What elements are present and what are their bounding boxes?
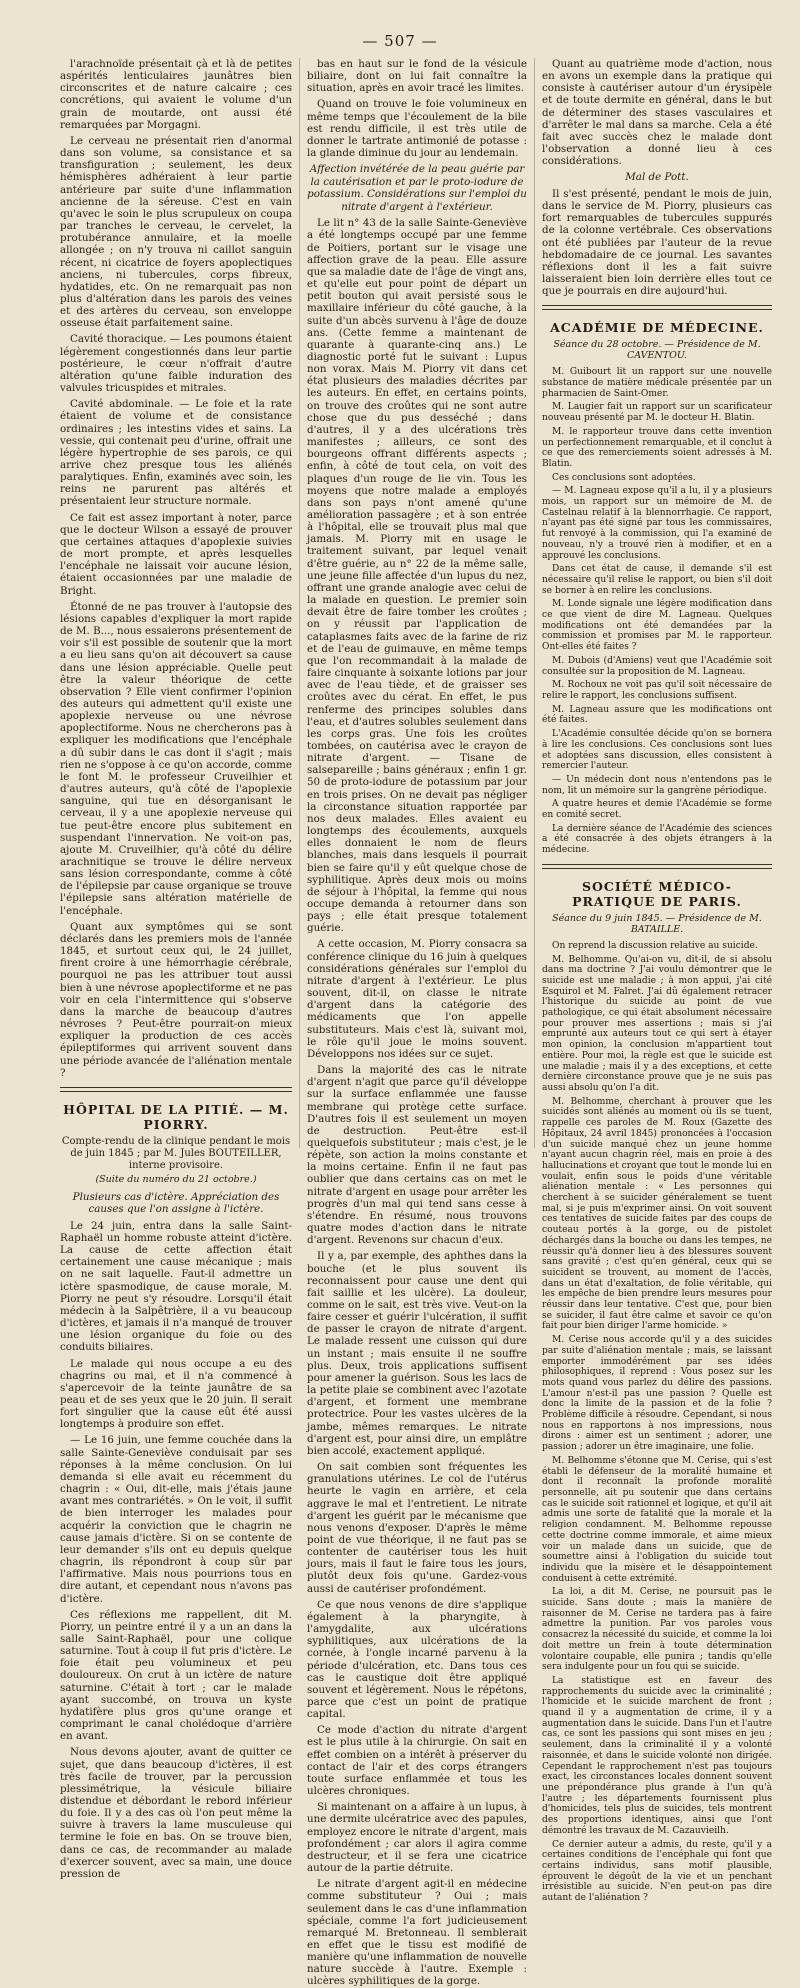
paragraph: Ce que nous venons de dire s'applique également à la pharyngite, à l'amygdalite, aux ulcérations syphilitiques, aux ulcérations de la cornée, à l'ongle incarné parvenu à la période d'ulcération, etc. Dans tous ces cas le caustique doit être appliqué souvent et légèrement. Nous le répétons, parce que c'est un point de pratique capital. — [307, 1598, 527, 1721]
paragraph: M. Belhomme s'étonne que M. Cerise, qui s'est établi le défenseur de la moralité humaine et dont il reconnaît la profonde moralité personnelle, ait pu soutenir que dans certains cas le suicide soit rationnel et logique, et qu'il ait admis une sorte de fatalité que la morale et la religion condamnent. M. Belhomme repousse cette doctrine comme immorale, et aime mieux voir un malade dans un suicide, que de soumettre ainsi à l'obligation du suicide tout individu que la misère et le désappointement conduisent à cette extrémité. — [542, 1455, 772, 1584]
paragraph: Dans la majorité des cas le nitrate d'argent n'agit que parce qu'il développe sur la surface enflammée une fausse membrane qui protège cette surface. D'autres fois il est seulement un moyen de destruction. Peut-être est-il quelquefois substituteur ; mais c'est, je le répète, son action la moins constante et la moins certaine. Enfin il ne faut pas oublier que dans certains cas on met le nitrate d'argent en usage pour arrêter les progrès d'un mal qui tend sans cesse à s'étendre. En résumé, nous trouvons quatre modes d'action dans le nitrate d'argent. Revenons sur chacun d'eux. — [307, 1064, 527, 1247]
paragraph: Ce mode d'action du nitrate d'argent est le plus utile à la chirurgie. On sait en effet combien on a intérêt à préserver du contact de l'air et des corps étrangers toute surface enflammée et tous les ulcères chroniques. — [307, 1724, 527, 1798]
section-note: (Suite du numéro du 21 octobre.) — [95, 1173, 257, 1185]
section-title-academie: ACADÉMIE DE MÉDECINE. — [550, 320, 764, 336]
paragraph: — Un médecin dont nous n'entendons pas le nom, lit un mémoire sur la gangrène périodique. — [542, 774, 772, 796]
paragraph: La loi, a dit M. Cerise, ne poursuit pas le suicide. Sans doute ; mais la manière de raisonner de M. Cerise ne tardera pas à faire admettre la punition. Par vos paroles vous consacrez la nécessité du suicide, et comme la loi doit mettre un frein à toute détermination volontaire coupable, elle punira ; tandis qu'elle sera indulgente pour un fou qui se suicide. — [542, 1587, 772, 1673]
section-title-societe: SOCIÉTÉ MÉDICO-PRATIQUE DE PARIS. — [572, 878, 742, 909]
paragraph: On sait combien sont fréquentes les granulations utérines. Le col de l'utérus heurte le vagin en arrière, et cela aggrave le mal et l'entretient. Le nitrate d'argent les guérit par le mécanisme que nous venons d'exposer. D'après le même point de vue théorique, il ne faut pas se contenter de cautériser tous les huit jours, mais il faut le faire tous les jours, plutôt deux fois qu'une. Gardez-vous aussi de cautériser profondément. — [307, 1461, 527, 1595]
column-1-case-paragraphs — [60, 1220, 292, 1880]
column-divider — [299, 58, 300, 1148]
column-divider — [534, 58, 535, 1148]
paragraph: L'Académie consultée décide qu'on se bornera à lire les conclusions. Ces conclusions sont lues et adoptées sans discussion, elles consistent à remercier l'auteur. — [542, 729, 772, 772]
paragraph: M. Rochoux ne voit pas qu'il soit nécessaire de relire le rapport, les conclusions suffisent. — [542, 680, 772, 701]
paragraph: Quant au quatrième mode d'action, nous en avons un exemple dans la pratique qui consiste à cautériser autour d'un érysipèle et de toute dermite en général, dans le but de déterminer des stases vasculaires et d'arrêter le mal dans sa marche. Cela a été fait avec succès chez le malade dont l'observation a donné lieu à ces considérations. — [542, 58, 772, 168]
paragraph: Si maintenant on a affaire à un lupus, à une dermite ulcératrice avec des papules, employez encore le nitrate d'argent, mais profondément ; car alors il agira comme destructeur, et il se fera une cicatrice autour de la partie détruite. — [307, 1801, 527, 1875]
column-3 — [542, 58, 772, 1904]
paragraph: Nous devons ajouter, avant de quitter ce sujet, que dans beaucoup d'ictères, il est très facile de trouver, par la percussion plessimétrique, la vésicule biliaire distendue et débordant le rebord inférieur du foie. Il y a des cas où l'on peut même la suivre à travers la lame musculeuse qui termine le foie en bas. On se trouve bien, dans ce cas, de recommander au malade d'exercer souvent, avec sa main, une douce pression de — [60, 1746, 292, 1880]
society-paragraphs — [542, 941, 772, 1904]
paragraph: Étonné de ne pas trouver à l'autopsie des lésions capables d'expliquer la mort rapide de M. B..., nous essaierons présentement de voir s'il est possible de soutenir que la mort a eu lieu sans qu'on ait découvert sa cause dans une lésion appréciable. Quelle peut être la valeur théorique de cette observation ? Elle vient confirmer l'opinion des auteurs qui admettent qu'il existe une apoplexie nerveuse ou une névrose apoplectiforme. Nous ne chercherons pas à expliquer les modifications que l'encéphale a dû subir dans le cas dont il s'agit ; mais rien ne s'oppose à ce qu'on accorde, comme le font M. le professeur Cruveilhier et d'autres auteurs, qu'à côté de l'apoplexie sanguine, qui tue en désorganisant le cerveau, il y a une apoplexie nerveuse qui tue peut-être encore plus subitement en suspendant l'innervation. Ne voit-on pas, ajoute M. Cruveilhier, qu'à côté du délire arachnitique se trouve le délire nerveux sans lésion correspondante, comme à côté de l'épilepsie par cause organique se trouve l'épilepsie sans altération matérielle de l'encéphale. — [60, 600, 292, 917]
column-1-paragraphs — [60, 58, 292, 1079]
column-2-paragraphs — [307, 217, 527, 1987]
column-2-top-paragraphs — [307, 58, 527, 159]
paragraph: A cette occasion, M. Piorry consacra sa conférence clinique du 16 juin à quelques considérations générales sur l'emploi du nitrate d'argent à l'extérieur. Le plus souvent, dit-il, on classe le nitrate d'argent dans la catégorie des médicaments que l'on appelle substituteurs. Mais c'est là, suivant moi, le rôle qu'il joue le moins souvent. Développons nos idées sur ce sujet. — [307, 938, 527, 1060]
academy-session: Séance du 28 octobre. — Présidence de M. CAVENTOU. — [553, 339, 761, 362]
paragraph: Ces conclusions sont adoptées. — [552, 472, 696, 483]
paragraph: Il s'est présenté, pendant le mois de juin, dans le service de M. Piorry, plusieurs cas fort remarquables de tubercules suppurés de la colonne vertébrale. Ces observations ont été publiées par l'auteur de la revue hebdomadaire de ce journal. Les savantes réflexions dont il les a fait suivre laisseraient bien loin derrière elles tout ce que je pourrais en dire aujourd'hui. — [542, 187, 772, 298]
paragraph: Il y a, par exemple, des aphthes dans la bouche (et le plus souvent ils reconnaissent pour cause une dent qui fait saillie et les ulcère). La douleur, comme on le sait, est très vive. Veut-on la faire cesser et guérir l'ulcération, il suffit de passer le crayon de nitrate d'argent. Le malade ressent une cuisson qui dure un instant ; mais ensuite il ne souffre plus. Deux, trois applications suffisent pour amener la guérison. Sous les lacs de la petite plaie se combinent avec l'azotate d'argent, et forment une membrane protectrice. Pour les vastes ulcères de la jambe, mêmes remarques. Le nitrate d'argent est, pour ainsi dire, un emplâtre bien accolé, exactement appliqué. — [307, 1250, 527, 1457]
paragraph: — M. Lagneau expose qu'il a lu, il y a plusieurs mois, un rapport sur un mémoire de M. de Castelnau relatif à la blennorrhagie. Ce rapport, n'ayant pas été signé par tous les commissaires, fut renvoyé à la commission, qui l'a examiné de nouveau, n'y a trouvé rien à modifier, et en a approuvé les conclusions. — [542, 486, 772, 561]
section-subtitle: Compte-rendu de la clinique pendant le mois de juin 1845 ; par M. Jules BOUTEILLER, interne provisoire. — [61, 1135, 291, 1171]
section-title-pitie: HÔPITAL DE LA PITIÉ. — M. PIORRY. — [63, 1101, 289, 1132]
paragraph: Cavité thoracique. — Les poumons étaient légèrement congestionnés dans leur partie postérieure, le cœur n'offrait d'autre altération qu'une faible induration des valvules tricuspides et mitrales. — [60, 333, 292, 395]
paragraph: Le cerveau ne présentait rien d'anormal dans son volume, sa consistance et sa transfiguration ; seulement, les deux hémisphères adhéraient à leur partie antérieure par suite d'une inflammation ancienne de la séreuse. C'est en vain qu'avec le soin le plus scrupuleux on coupa par tranches le cerveau, le cervelet, la protubérance annulaire, et la moelle allongée ; on n'y trouva ni caillot sanguin récent, ni cicatrice de foyers apoplectiques anciens, ni tubercules, corps fibreux, hydatides, etc. On ne remarquait pas non plus d'altération dans les parois des veines et des artères du cerveau, son enveloppe osseuse était parfaitement saine. — [60, 134, 292, 330]
paragraph: bas en haut sur le fond de la vésicule biliaire, dont on lui fait connaître la situation, après en avoir tracé les limites. — [307, 58, 527, 95]
paragraph: Le 24 juin, entra dans la salle Saint-Raphaël un homme robuste atteint d'ictère. La cause de cette affection était certainement une cause mécanique ; mais on ne sait laquelle. Faut-il admettre un ictère spasmodique, de cause morale, M. Piorry ne peut s'y résoudre. Lorsqu'il était médecin à la Salpêtrière, il a vu beaucoup d'ictères, et jamais il n'a manqué de trouver une lésion organique du foie ou des conduits biliaires. — [60, 1219, 292, 1354]
paragraph: Ce fait est assez important à noter, parce que le docteur Wilson a essayé de prouver que certaines attaques d'apoplexie suivies de mort prompte, et après lesquelles l'encéphale ne laissait voir aucune lésion, étaient occasionnées par une maladie de Bright. — [60, 511, 292, 597]
page-number: — 507 — — [362, 32, 438, 50]
paragraph: M. Dubois (d'Amiens) veut que l'Académie soit consultée sur la proposition de M. Lagneau. — [542, 655, 772, 677]
paragraph: M. Guibourt lit un rapport sur une nouvelle substance de matière médicale présentée par un pharmacien de Saint-Omer. — [542, 367, 772, 399]
paragraph: On reprend la discussion relative au suicide. — [552, 940, 758, 951]
paragraph: Ces réflexions me rappellent, dit M. Piorry, un peintre entré il y a un an dans la salle Saint-Raphaël, pour une colique saturnine. Tout à coup il fut pris d'ictère. Le foie était peu volumineux et peu douloureux. On crut à un ictère de nature saturnine. C'était à tort ; car le malade ayant succombé, on trouva un kyste hydatifère plus gros qu'une orange et comprimant le canal cholédoque d'arrière en avant. — [60, 1608, 292, 1743]
society-session: Séance du 9 juin 1845. — Présidence de M. BATAILLE. — [552, 912, 762, 935]
paragraph: Le malade qui nous occupe a eu des chagrins ou mai, et il n'a commencé à s'apercevoir de la teinte jaunâtre de sa peau et de ses yeux que le 20 juin. Il serait fort singulier que la cause eût été aussi longtemps à produire son effet. — [60, 1357, 292, 1431]
paragraph: La dernière séance de l'Académie des sciences a été consacrée à des objets étrangers à la médecine. — [542, 823, 772, 856]
column-3-mid-paragraphs — [542, 188, 772, 297]
paragraph: Le lit n° 43 de la salle Sainte-Geneviève a été longtemps occupé par une femme de Poitiers, portant sur le visage une affection grave de la peau. Elle assure que sa maladie date de l'âge de vingt ans, et qu'elle eut pour point de départ un petit bouton qui avait persisté sous le maxillaire inférieur du côté gauche, à la suite d'un abcès survenu à l'âge de douze ans. (Cette femme a maintenant de quarante à quarante-cinq ans.) Le diagnostic porté fut le suivant : Lupus non vorax. Mais M. Piorry vit dans cet état plusieurs des maladies décrites par les auteurs. En effet, en certains points, on trouve des croûtes qui ne sont autre chose que du pus desséché ; dans d'autres, il y a des ulcérations très manifestes ; ailleurs, ce sont des bourgeons offrant différents aspects ; enfin, à côté de tout cela, on voit des plaques d'un rouge de lie vin. Tous les moyens que notre malade a employés dans son pays n'ont amené qu'une amélioration passagère ; et à son entrée à l'hôpital, elle se trouvait plus mal que jamais. M. Piorry mit en usage le traitement suivant, par lequel venait d'être guérie, au n° 22 de la même salle, une jeune fille affectée d'un lupus du nez, offrant une grande analogie avec celui de la malade en question. Le premier soin devait être de faire tomber les croûtes ; on y réussit par l'application de cataplasmes faits avec de la farine de riz et de l'eau de guimauve, en même temps que l'on recommandait à la malade de faire cinquante à soixante lotions par jour avec de l'eau tiède, et de graisser ses croûtes avec du cérat. En effet, le pus renferme des principes solubles dans l'eau, et d'autres solubles seulement dans les corps gras. Une fois les croûtes tombées, on cautérisa avec le crayon de nitrate d'argent. — Tisane de salsepareille ; bains généraux ; enfin 1 gr. 50 de proto-iodure de potassium par jour en trois prises. On ne devait pas négliger la circonstance situation rapportée par nos deux malades. Elles avaient eu longtemps des écoulements, auxquels elles donnaient le nom de fleurs blanches, mais dans lesquels il pourrait bien se faire qu'il y eût quelque chose de syphilitique. Après deux mois ou moins de séjour à l'hôpital, la femme qui nous occupe demanda à retourner dans son pays ; elle était presque totalement guérie. — [307, 217, 527, 935]
paragraph: M. Cerise nous accorde qu'il y a des suicides par suite d'aliénation mentale ; mais, se laissant emporter immodérément par ses idées philosophiques, il reprend : Vous posez sur les mots quand vous parlez du délire des passions. L'amour n'est-il pas une passion ? Quelle est donc la limite de la passion et de la folie ? Problème difficile à résoudre. Cependant, si nous nous en rapportons à nos impressions, nous dirons : aimer est un sentiment ; adorer, une passion ; adorer un être imaginaire, une folie. — [542, 1335, 772, 1453]
paragraph: La statistique est en faveur des rapprochements du suicide avec la criminalité ; l'homicide et le suicide marchent de front ; quand il y a augmentation de crime, il y a augmentation dans le suicide. Dans l'un et l'autre cas, ce sont les passions qui sont mises en jeu ; seulement, dans la criminalité il y a volonté raisonnée, et dans le suicide volonté non dirigée. Cependant le rapprochement n'est pas toujours exact, les circonstances locales donnent souvent une prépondérance plus grande à l'un qu'à l'autre ; les départements fournissent plus d'homicides, tels plus de suicides, tels montrent des proportions identiques, ainsi que l'ont démontré les travaux de M. Cazauvieilh. — [542, 1675, 772, 1836]
paragraph: M. Londe signale une légère modification dans ce que vient de dire M. Lagneau. Quelques modifications ont été demandées par la commission et promises par M. le rapporteur. Ont-elles été faites ? — [542, 599, 772, 653]
paragraph: l'arachnoïde présentait çà et là de petites aspérités lenticulaires jaunâtres bien circonscrites et de nature calcaire ; ces concrétions, qui avaient le volume d'un grain de moutarde, ont aussi été remarquées par Morgagni. — [60, 58, 292, 131]
paragraph: Ce dernier auteur a admis, du reste, qu'il y a certaines conditions de l'encéphale qui font que certains individus, sans motif plausible, éprouvent le dégoût de la vie et un penchant irrésistible au suicide. N'en peut-on pas dire autant de l'aliénation ? — [542, 1839, 772, 1904]
paragraph: M. Belhomme. Qu'ai-on vu, dit-il, de si absolu dans ma doctrine ? J'ai voulu démontrer que le suicide est une maladie ; à mon appui, j'ai cité Esquirol et M. Falret. J'ai dû également retracer l'historique du suicide au point de vue pathologique, ce qui était absolument nécessaire pour prouver mes assertions ; mais si j'ai emprunté aux auteurs tout ce qui sert à étayer mon opinion, la conclusion m'appartient tout entière. Pour moi, la règle est que le suicide est une maladie ; mais il y a des exceptions, et cette dernière circonstance prouve que je ne suis pas aussi absolu qu'on l'a dit. — [542, 954, 772, 1093]
case-title-peau: Affection invétérée de la peau guérie par la cautérisation et par le proto-iodure de potassium. Considérations sur l'emploi du nitrate d'argent à l'extérieur. — [307, 163, 527, 213]
case-title-pott: Mal de Pott. — [625, 171, 689, 184]
column-2 — [307, 58, 527, 1988]
paragraph: Quant aux symptômes qui se sont déclarés dans les premiers mois de l'année 1845, et surtout ceux qui, le 24 juillet, firent croire à une hémorrhagie cérébrale, pourquoi ne pas les attribuer tout aussi bien à une névrose apoplectiforme et ne pas voir en cela l'intermittence qui s'observe dans la marche de beaucoup d'autres névroses ? Peut-être pourrait-on mieux expliquer la production de ces accès épileptiformes qui arrivent souvent dans une période avancée de l'aliénation mentale ? — [60, 920, 292, 1079]
paragraph: Cavité abdominale. — Le foie et la rate étaient de volume et de consistance ordinaires ; les intestins vides et sains. La vessie, qui contenait peu d'urine, offrait une légère hypertrophie de ses parois, ce qui arrive chez presque tous les aliénés paralytiques. Enfin, examinés avec soin, les reins ne parurent pas altérés et présentaient leur structure normale. — [60, 398, 292, 508]
paragraph: — Le 16 juin, une femme couchée dans la salle Sainte-Geneviève conduisait par ses réponses à la même conclusion. On lui demanda si elle avait eu récemment du chagrin : « Oui, dit-elle, mais j'étais jaune avant mes contrariétés. » On le voit, il suffit de bien interroger les malades pour acquérir la conviction que le chagrin ne cause jamais d'ictère. Si on se contente de leur demander s'ils ont eu depuis quelque chagrin, ils répondront à coup sûr par l'affirmative. Mais nous pourrions tous en dire autant, et cependant nous n'avons pas d'ictère. — [60, 1434, 292, 1605]
paragraph: M. le rapporteur trouve dans cette invention un perfectionnement remarquable, et il conclut à ce que des remerciements soient adressés à M. Blatin. — [542, 426, 772, 469]
case-title-ictere: Plusieurs cas d'ictère. Appréciation des causes que l'on assigne à l'ictère. — [72, 1190, 280, 1216]
section-rule — [60, 1087, 292, 1092]
paragraph: M. Lagneau assure que les modifications ont été faites. — [542, 704, 772, 726]
column-3-top-paragraphs — [542, 58, 772, 167]
paragraph: Dans cet état de cause, il demande s'il est nécessaire qu'il relise le rapport, ou bien s'il doit se borner à en relire les conclusions. — [542, 564, 772, 596]
paragraph: M. Laugier fait un rapport sur un scarificateur nouveau présenté par M. le docteur H. Blatin. — [542, 402, 772, 424]
section-rule — [542, 864, 772, 869]
academy-paragraphs — [542, 367, 772, 856]
section-rule — [542, 305, 772, 310]
paragraph: Le nitrate d'argent agit-il en médecine comme substituteur ? Oui ; mais seulement dans le cas d'une inflammation spéciale, comme l'a fort judicieusement remarqué M. Bretonneau. Il semblerait en effet que le tissu est modifié de manière qu'une inflammation de nouvelle nature succède à l'autre. Exemple : ulcères syphilitiques de la gorge. — [307, 1878, 527, 1988]
paragraph: A quatre heures et demie l'Académie se forme en comité secret. — [542, 799, 772, 821]
paragraph: Quand on trouve le foie volumineux en même temps que l'écoulement de la bile est rendu difficile, il est très utile de donner le tartrate antimonié de potasse : la glande diminue du jour au lendemain. — [307, 98, 527, 160]
column-1 — [60, 58, 292, 1880]
paragraph: M. Belhomme, cherchant à prouver que les suicidés sont aliénés au moment où ils se tuent, rappelle ces paroles de M. Roux (Gazette des Hôpitaux, 24 avril 1845) prononcées à l'occasion d'un suicide manqué chez un jeune homme n'ayant aucun chagrin réel, mais en proie à des hallucinations et croyant que tout le monde lui en voulait, enfin sous le poids d'une véritable aliénation mentale : « Les personnes qui cherchent à se suicider généralement se tuent mal, si je puis m'exprimer ainsi. On voit souvent ces tentatives de suicide faites par des coups de couteau portés à la gorge, ou de pistolet déchargés dans la bouche ou dans les tempes, ne réussir qu'à donner lieu à des blessures souvent sans gravité ; c'est qu'en général, ceux qui se suicident se trouvent, au moment de l'accès, dans un état d'exaltation, de folie véritable, qui les empêche de bien prendre leurs mesures pour réussir dans leur tentative. C'est que, pour bien se suicider, il faut être calme et savoir ce qu'on fait pour bien diriger l'arme homicide. » — [542, 1096, 772, 1332]
